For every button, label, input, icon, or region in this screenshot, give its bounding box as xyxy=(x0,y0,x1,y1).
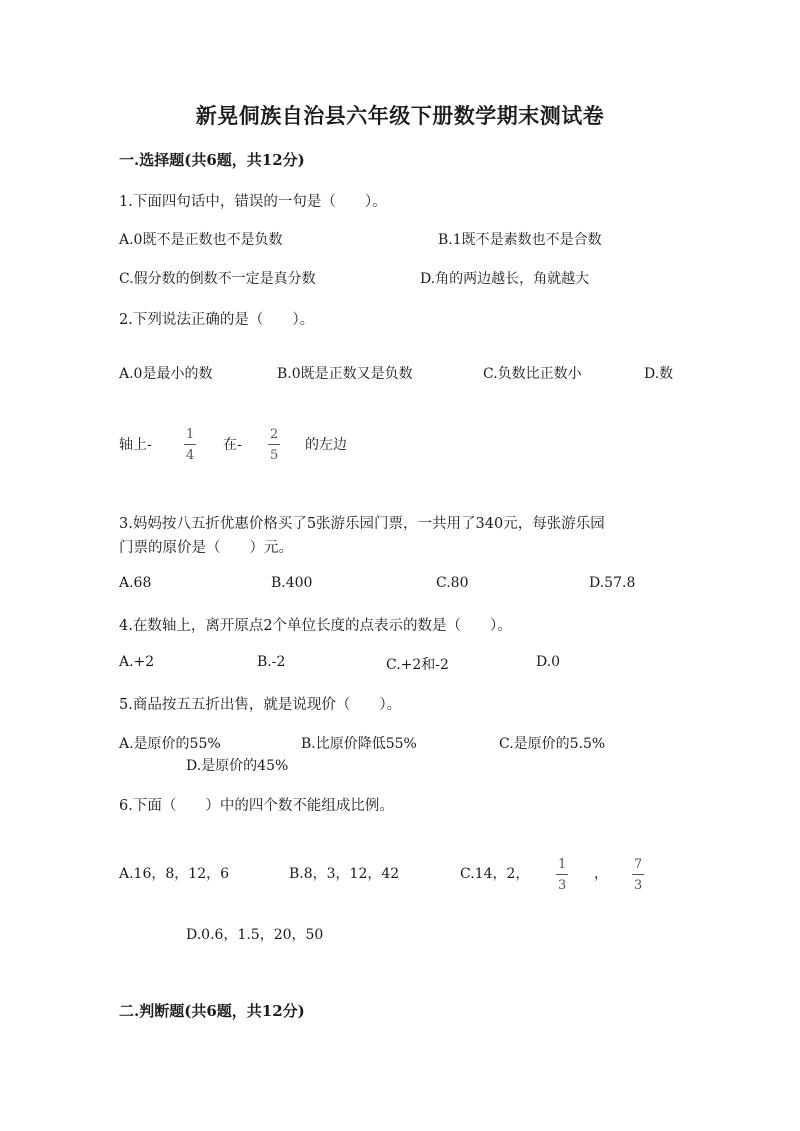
page-title: 新晃侗族自治县六年级下册数学期末测试卷 xyxy=(195,103,605,128)
question-6-option-b: B.8，3，12，42 xyxy=(289,866,400,882)
question-4-option-b: B.-2 xyxy=(257,654,286,670)
question-1-option-a: A.0既不是正数也不是负数 xyxy=(119,232,283,248)
question-3-stem-line-1: 3.妈妈按八五折优惠价格买了5张游乐园门票，一共用了340元，每张游乐园 xyxy=(119,516,605,532)
question-5-option-b: B.比原价降低55% xyxy=(301,736,417,752)
section-heading-choice: 一.选择题(共6题，共12分) xyxy=(119,151,305,169)
section-heading-judgement: 二.判断题(共6题，共12分) xyxy=(119,1002,305,1020)
question-3-option-a: A.68 xyxy=(119,575,152,591)
question-6-option-c: C.14，2， xyxy=(460,866,530,882)
question-2-option-c: C.负数比正数小 xyxy=(483,366,582,382)
question-2-stem: 2.下列说法正确的是（ ）。 xyxy=(119,312,315,328)
fraction-numerator: 1 xyxy=(186,427,195,442)
question-6-option-a: A.16，8，12，6 xyxy=(119,866,230,882)
fraction-numerator: 1 xyxy=(558,857,567,872)
question-4-option-d: D.0 xyxy=(536,654,561,670)
question-1-option-c: C.假分数的倒数不一定是真分数 xyxy=(119,271,316,287)
fraction-denominator: 4 xyxy=(186,448,195,463)
question-3-option-b: B.400 xyxy=(271,575,313,591)
question-5-option-c: C.是原价的5.5% xyxy=(499,736,606,752)
fraction-numerator: 7 xyxy=(634,857,643,872)
question-3-stem-line-2: 门票的原价是（ ）元。 xyxy=(119,540,293,556)
fraction-seven-thirds xyxy=(632,858,644,892)
question-1-option-b: B.1既不是素数也不是合数 xyxy=(438,232,602,248)
fraction-denominator: 3 xyxy=(558,878,567,893)
question-5-option-a: A.是原价的55% xyxy=(119,736,221,752)
question-2-option-d-continued: 轴上- xyxy=(119,437,152,453)
question-5-stem: 5.商品按五五折出售，就是说现价（ ）。 xyxy=(119,697,402,713)
question-2-option-d: D.数 xyxy=(644,366,674,382)
question-4-option-c: C.+2和-2 xyxy=(386,657,449,673)
question-4-option-a: A.+2 xyxy=(119,654,155,670)
question-2-option-b: B.0既是正数又是负数 xyxy=(277,366,413,382)
fraction-denominator: 5 xyxy=(270,448,279,463)
question-2-option-d-in: 在- xyxy=(223,437,242,453)
fraction-denominator: 3 xyxy=(634,878,643,893)
question-2-option-a: A.0是最小的数 xyxy=(119,366,213,382)
question-3-option-d: D.57.8 xyxy=(589,575,636,591)
question-1-option-d: D.角的两边越长，角就越大 xyxy=(420,271,590,287)
fraction-numerator: 2 xyxy=(270,427,279,442)
question-4-stem: 4.在数轴上，离开原点2个单位长度的点表示的数是（ ）。 xyxy=(119,618,512,634)
question-6-stem: 6.下面（ ）中的四个数不能组成比例。 xyxy=(119,798,394,814)
fraction-one-fourth xyxy=(184,428,196,462)
fraction-two-fifths xyxy=(268,428,280,462)
question-2-option-d-left-side: 的左边 xyxy=(305,437,347,453)
fraction-one-third xyxy=(556,858,568,892)
question-5-option-d: D.是原价的45% xyxy=(186,758,289,774)
question-1-stem: 1.下面四句话中，错误的一句是（ ）。 xyxy=(119,194,387,210)
question-3-option-c: C.80 xyxy=(436,575,469,591)
question-6-option-d: D.0.6，1.5，20，50 xyxy=(186,927,324,943)
question-6-option-c-separator: ， xyxy=(594,866,608,882)
